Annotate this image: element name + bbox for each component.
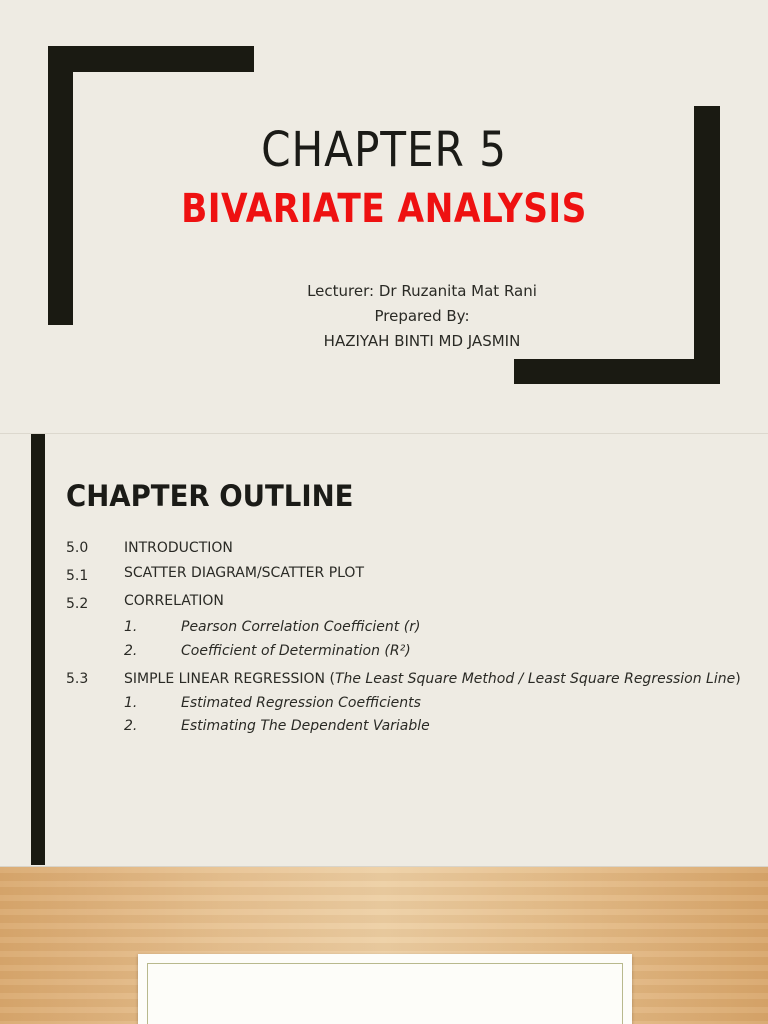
outline-item-label: SIMPLE LINEAR REGRESSION (	[124, 671, 335, 687]
outline-item: INTRODUCTION	[124, 540, 233, 556]
chapter-subtitle: BIVARIATE ANALYSIS	[181, 186, 587, 232]
outline-number: 5.1	[66, 568, 89, 584]
outline-sub-number: 2.	[124, 643, 138, 659]
outline-sub-item: Pearson Correlation Coefficient (r)	[181, 619, 421, 635]
prepared-by-line: Prepared By:	[374, 307, 470, 325]
outline-sub-number: 1.	[124, 619, 138, 635]
outline-sub-number: 2.	[124, 718, 138, 734]
wood-background-slide	[0, 866, 768, 1024]
outline-item-end: )	[735, 671, 741, 687]
bottom-right-bracket-horizontal	[514, 359, 720, 384]
left-accent-bar	[31, 434, 45, 865]
chapter-title: CHAPTER 5	[261, 122, 507, 178]
lecturer-line: Lecturer: Dr Ruzanita Mat Rani	[307, 282, 537, 300]
outline-sub-item: Coefficient of Determination (R²)	[181, 643, 411, 659]
top-left-bracket-horizontal	[48, 46, 254, 72]
outline-sub-item: Estimating The Dependent Variable	[181, 718, 430, 734]
content-card	[138, 954, 632, 1024]
outline-title: CHAPTER OUTLINE	[66, 479, 354, 513]
outline-slide	[0, 433, 768, 865]
outline-item: SCATTER DIAGRAM/SCATTER PLOT	[124, 565, 365, 581]
title-slide	[0, 0, 768, 432]
outline-number: 5.0	[66, 540, 89, 556]
author-line: HAZIYAH BINTI MD JASMIN	[323, 332, 521, 350]
outline-item: CORRELATION	[124, 593, 224, 609]
outline-sub-number: 1.	[124, 695, 138, 711]
outline-number: 5.3	[66, 671, 89, 687]
outline-item-italic: The Least Square Method / Least Square Regression Line	[334, 671, 736, 687]
outline-item	[124, 671, 741, 687]
outline-number: 5.2	[66, 596, 89, 612]
content-card-frame	[147, 963, 623, 1024]
outline-sub-item: Estimated Regression Coefficients	[181, 695, 421, 711]
